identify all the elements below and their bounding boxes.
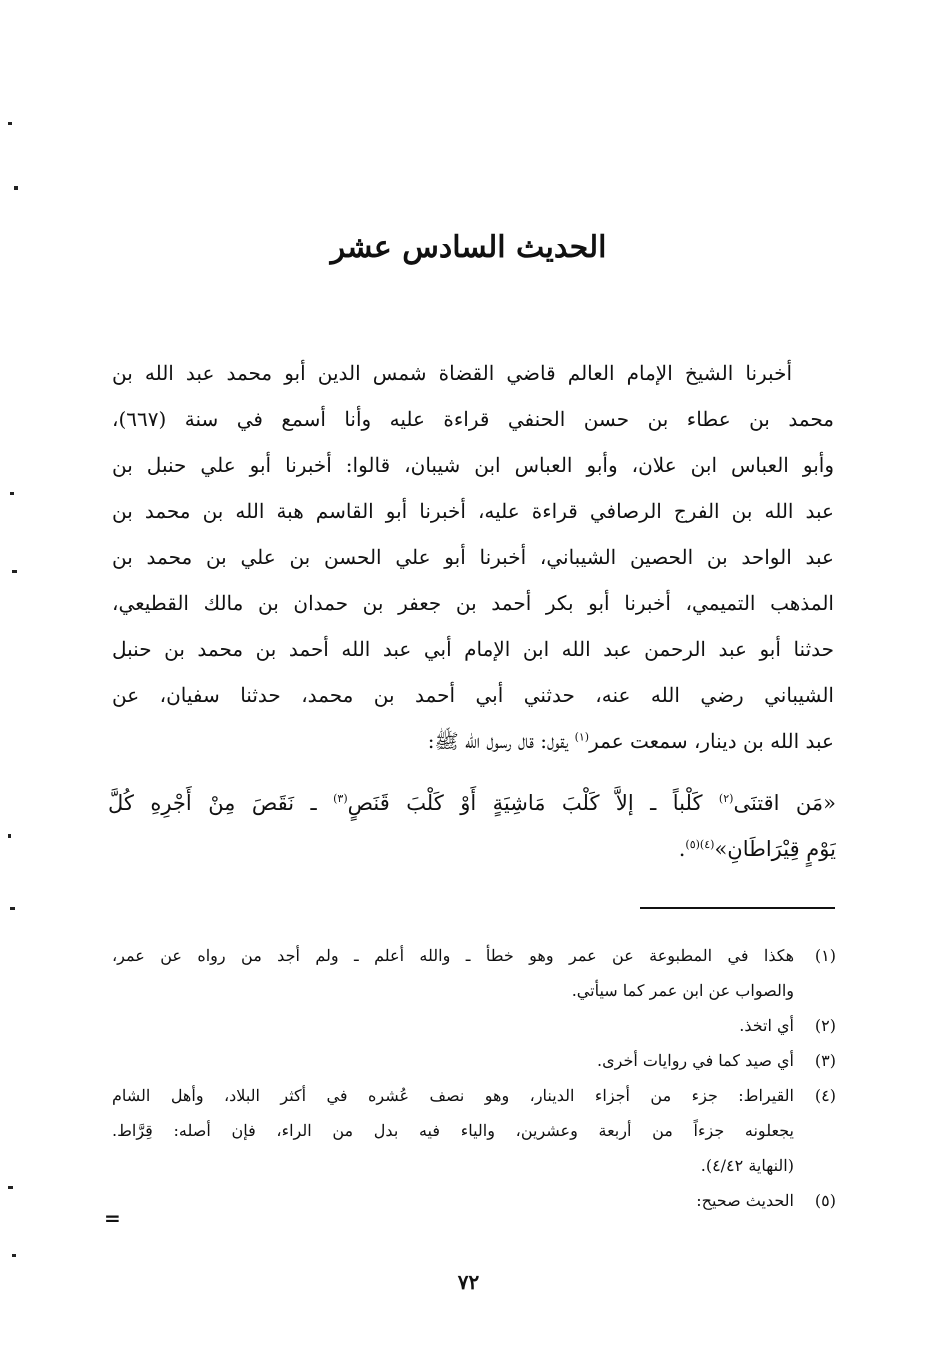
- footnote-separator: [640, 907, 835, 909]
- footnote-line: (النهاية ٤/٤٢).: [700, 1156, 794, 1175]
- hadith-body: [112, 350, 834, 764]
- scan-speck: [12, 570, 17, 573]
- footnote-ref-1: (١): [574, 730, 590, 744]
- continuation-mark: =: [104, 1206, 121, 1230]
- quote-text: ـ نَقَصَ مِنْ أَجْرِهِ كُلَّ: [108, 791, 334, 815]
- footnote-ref-3: (٣): [333, 792, 348, 805]
- scan-speck: [8, 1186, 13, 1189]
- footnote-5: [112, 1183, 836, 1218]
- body-line: محمد بن عطاء بن حسن الحنفي قراءة عليه وأنا أسمع في سنة (٦٦٧)،: [112, 407, 834, 431]
- footnote-number: (٣): [814, 1051, 836, 1070]
- scan-speck: [8, 834, 11, 838]
- quote-text: .: [678, 837, 686, 861]
- footnote-line: القيراط: جزء من أجزاء الدينار، وهو نصف عُشره في أكثر البلاد، وأهل الشام: [112, 1086, 794, 1105]
- footnote-number: (٢): [814, 1016, 836, 1035]
- footnote-line: يجعلونه جزءاً من أربعة وعشرين، والياء فيه بدل من الراء، فإن أصله: قِرَّاط.: [112, 1121, 794, 1140]
- body-line: [112, 718, 834, 764]
- scan-speck: [12, 1254, 16, 1257]
- body-line: المذهب التميمي، أخبرنا أبو بكر أحمد بن جعفر بن حمدان بن مالك القطيعي،: [112, 591, 834, 615]
- page-title: الحديث السادس عشر: [330, 230, 607, 265]
- footnote-ref-4-5: (٤)(٥): [685, 838, 715, 851]
- footnote-line: أي اتخذ.: [739, 1016, 794, 1035]
- body-line: الشيباني رضي الله عنه، حدثني أبي أحمد بن محمد، حدثنا سفيان، عن: [112, 683, 834, 707]
- quote-line: [108, 780, 836, 826]
- scan-speck: [8, 122, 12, 125]
- footnote-2: [112, 1008, 836, 1043]
- body-line: حدثنا أبو عبد الرحمن عبد الله ابن الإمام أبي عبد الله أحمد بن محمد بن حنبل: [112, 637, 834, 661]
- scan-speck: [10, 907, 15, 910]
- footnote-1: [112, 938, 836, 1008]
- page-number: ٧٢: [457, 1270, 480, 1294]
- footnote-4: [112, 1078, 836, 1183]
- body-line: عبد الواحد بن الحصين الشيباني، أخبرنا أبو علي الحسن بن علي بن محمد بن: [112, 545, 834, 569]
- footnote-number: (٥): [814, 1191, 836, 1210]
- footnote-line: هكذا في المطبوعة عن عمر وهو خطأ ـ والله أعلم ـ ولم أجد من رواه عن عمر،: [112, 946, 794, 965]
- scan-speck: [14, 186, 18, 190]
- hadith-quote: [108, 780, 836, 872]
- body-text: عبد الله بن دينار، سمعت عمر: [589, 729, 834, 753]
- body-line: عبد الله بن الفرج الرصافي قراءة عليه، أخبرنا أبو القاسم هبة الله بن محمد بن: [112, 499, 834, 523]
- footnotes: [112, 938, 836, 1218]
- quote-text: يَوْمٍ قِيْرَاطَانِ»: [714, 837, 836, 861]
- body-line: وأبو العباس ابن علان، وأبو العباس ابن شيبان، قالوا: أخبرنا أبو علي حنبل بن: [112, 453, 834, 477]
- scan-speck: [10, 492, 14, 495]
- footnote-ref-2: (٢): [718, 792, 734, 805]
- quote-text: «مَن اقتنَى: [733, 791, 836, 815]
- footnote-number: (١): [814, 946, 836, 965]
- footnote-line: أي صيد كما في روايات أخرى.: [597, 1051, 794, 1070]
- quote-line: [108, 826, 836, 872]
- footnote-3: [112, 1043, 836, 1078]
- body-line: أخبرنا الشيخ الإمام العالم قاضي القضاة شمس الدين أبو محمد عبد الله بن: [112, 361, 792, 385]
- quote-text: كَلْباً ـ إلاَّ كَلْبَ مَاشِيَةٍ أَوْ كَلْبَ قَنَصٍ: [347, 791, 719, 815]
- footnote-number: (٤): [814, 1086, 836, 1105]
- body-text: يقول: قال رسول الله ﷺ:: [427, 729, 575, 753]
- footnote-line: الحديث صحيح:: [696, 1191, 794, 1210]
- footnote-line: والصواب عن ابن عمر كما سيأتي.: [571, 981, 794, 1000]
